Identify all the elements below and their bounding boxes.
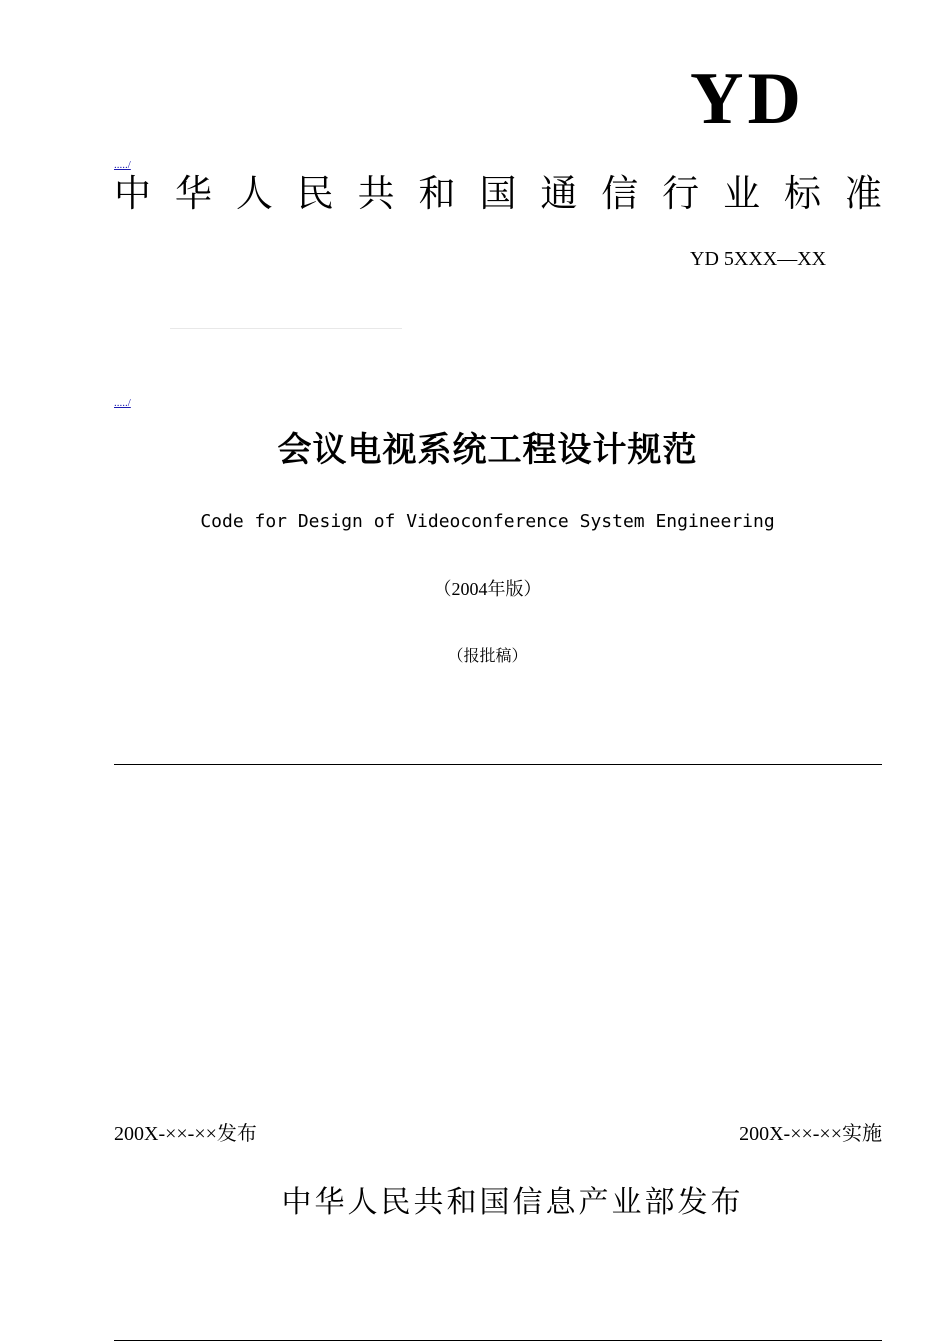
title-char: 国: [479, 172, 517, 215]
title-char: 业: [723, 172, 761, 215]
link-mark-middle[interactable]: ...../: [114, 397, 131, 409]
document-status: （报批稿）: [447, 648, 528, 665]
horizontal-rule-top: [114, 764, 882, 765]
title-char: 共: [357, 172, 395, 215]
title-char: 华: [174, 172, 212, 215]
document-title-cn: 会议电视系统工程设计规范: [277, 430, 698, 470]
title-char: 信: [601, 172, 639, 215]
title-char: 准: [844, 172, 882, 215]
standard-number: YD 5XXX—XX: [690, 248, 827, 270]
document-edition: （2004年版）: [433, 579, 542, 599]
horizontal-rule-bottom: [114, 1340, 882, 1341]
title-char: 行: [662, 172, 700, 215]
title-char: 人: [235, 172, 273, 215]
yd-logo: YD: [690, 58, 805, 140]
publish-date: 200X-××-××发布: [114, 1123, 257, 1145]
title-char: 中: [114, 172, 151, 215]
faint-divider: [170, 328, 402, 329]
title-char: 通: [540, 172, 578, 215]
standard-category-title: [114, 172, 882, 216]
title-char: 和: [418, 172, 456, 215]
link-mark-top[interactable]: ...../: [114, 159, 131, 171]
issuer: 中华人民共和国信息产业部发布: [281, 1185, 744, 1220]
effective-date: 200X-××-××实施: [739, 1123, 882, 1145]
document-title-en: Code for Design of Videoconference System Engineering: [200, 511, 775, 532]
title-char: 民: [296, 172, 334, 215]
title-char: 标: [783, 172, 821, 215]
